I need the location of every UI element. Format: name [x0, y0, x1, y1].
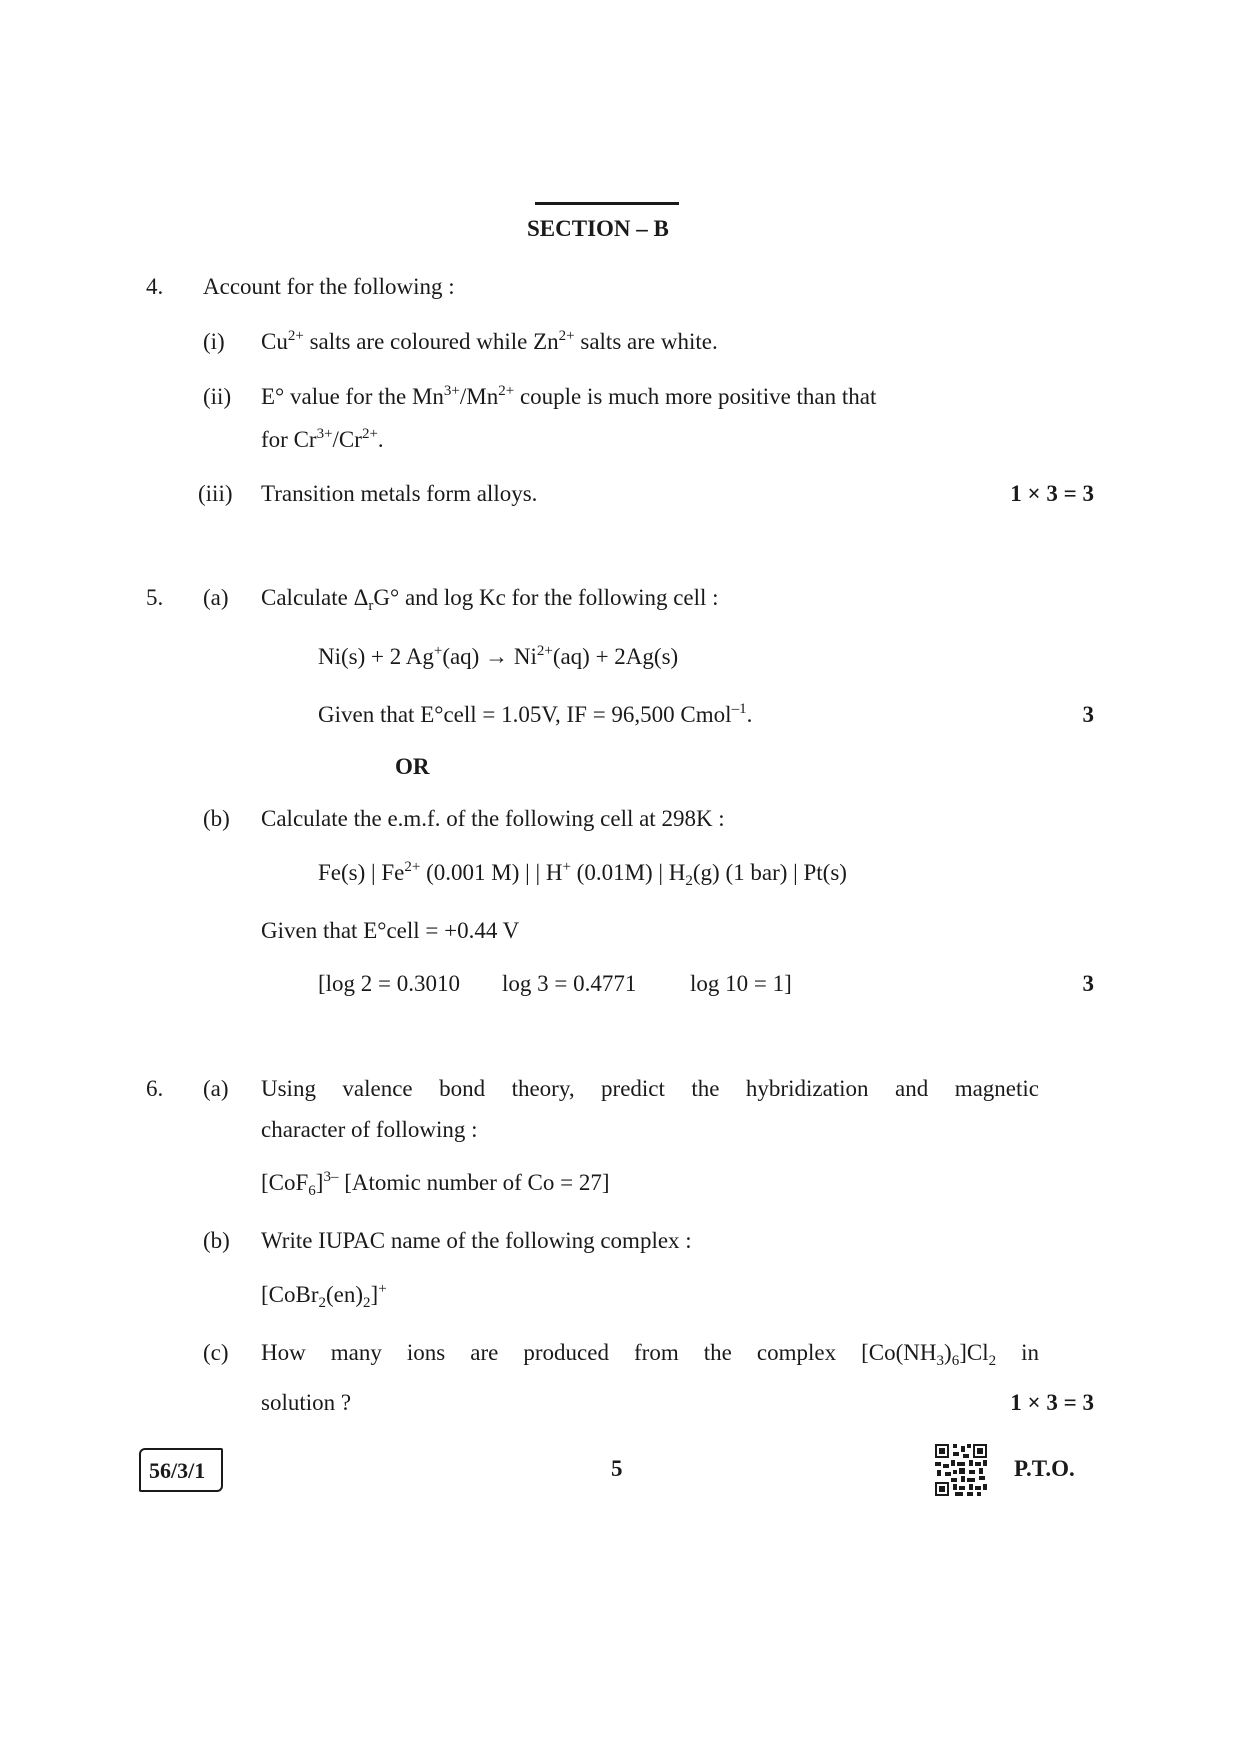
q6-a-label: (a) [203, 1076, 229, 1101]
q4-marks: 1 × 3 = 3 [1010, 481, 1094, 506]
q4-iii-label: (iii) [198, 481, 233, 506]
page-number: 5 [611, 1456, 623, 1481]
q6-marks: 1 × 3 = 3 [1010, 1390, 1094, 1415]
q5-or: OR [395, 754, 430, 779]
q6-a-formula: $[CoF_6]^{3-}$ [Atomic number of Co = 27] [261, 1169, 610, 1199]
pto-label: P.T.O. [1014, 1456, 1075, 1481]
q5-a-equation: Ni(s) + 2 $Ag^+(aq) \to Ni^{2+}(aq) + 2Ag(s)$ [318, 643, 679, 669]
paper-code-box [139, 1448, 223, 1492]
q5-a-label: (a) [203, 585, 229, 610]
q5-b-text: Calculate the e.m.f. of the following cell at 298K : [261, 806, 725, 831]
q6-c-line2: solution ? [261, 1390, 352, 1415]
qr-code-icon [935, 1444, 987, 1496]
q5-b-marks: 3 [1082, 971, 1094, 996]
section-rule [535, 202, 679, 205]
q6-a-line2: character of following : [261, 1117, 478, 1142]
q4-ii-line1: E° value for the $Mn^{3+}/Mn^{2+}$ couple is much more positive than that [261, 383, 877, 409]
q4-i-label: (i) [203, 329, 225, 354]
q5-b-log3: log 3 = 0.4771 [502, 971, 637, 996]
section-title: SECTION – B [527, 216, 669, 241]
q6-c-line1: How many ions are produced from the complex $[Co(NH_3)_6]Cl_2$ in [261, 1340, 1040, 1369]
q6-b-label: (b) [203, 1228, 230, 1253]
q6-a-line1: Using valence bond theory, predict the hybridization and magnetic [261, 1076, 1039, 1101]
q5-b-label: (b) [203, 806, 230, 831]
q5-b-log10: log 10 = 1] [690, 971, 792, 996]
q6-b-formula: $[CoBr_2(en)_2]^+$ [261, 1281, 387, 1311]
q4-ii-line2: for $Cr^{3+}/Cr^{2+}$. [261, 426, 384, 452]
q6-c-label: (c) [203, 1340, 229, 1365]
q5-b-cell: Fe(s) | $Fe^{2+}$ (0.001 M) | | H+ (0.01M) | $H_2(g)$ (1 bar) | Pt(s) [318, 859, 847, 889]
paper-code: 56/3/1 [149, 1458, 206, 1483]
q4-ii-label: (ii) [203, 384, 232, 409]
q5-number: 5. [146, 585, 164, 610]
q5-a-marks: 3 [1082, 702, 1094, 727]
q5-a-given: Given that E°cell = 1.05V, IF = 96,500 Cmol$^{-1}$. [318, 701, 753, 727]
q6-b-text: Write IUPAC name of the following complex : [261, 1228, 692, 1253]
q4-iii-text: Transition metals form alloys. [261, 481, 538, 506]
q5-b-log2: [log 2 = 0.3010 [318, 971, 461, 996]
q4-number: 4. [146, 274, 164, 299]
q5-a-text: Calculate $\Delta_rG^\circ$ and log Kc for the following cell : [261, 585, 719, 614]
q4-i-text: $Cu^{2+}$ salts are coloured while $Zn^{2+}$ salts are white. [261, 328, 718, 354]
q5-b-given: Given that E°cell = +0.44 V [261, 918, 520, 943]
q6-number: 6. [146, 1076, 164, 1101]
q4-text: Account for the following : [203, 274, 455, 299]
